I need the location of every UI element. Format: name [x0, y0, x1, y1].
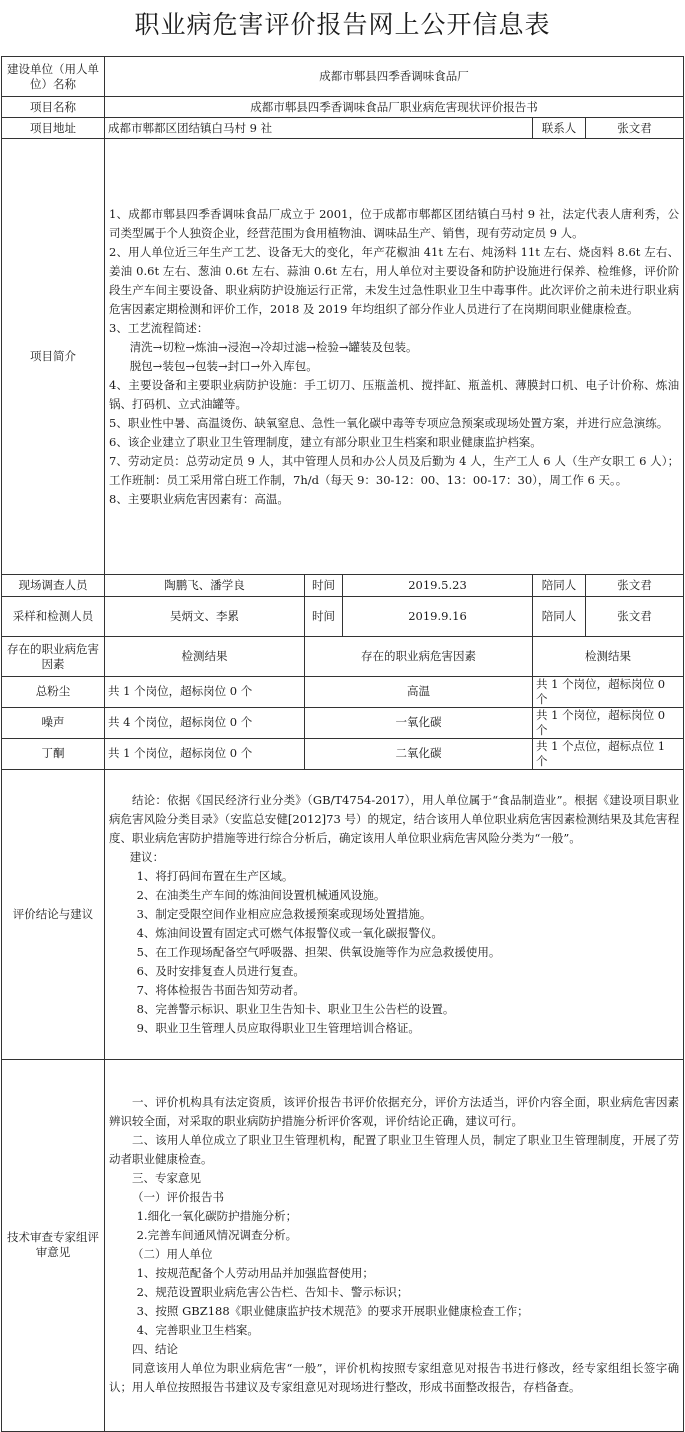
suggestion-heading: 建议： [129, 849, 165, 864]
conclusion-text [105, 769, 684, 1059]
intro-paragraph: 7、劳动定员：总劳动定员 9 人，其中管理人员和办公人员及后勤为 4 人，生产工人 6 人（生产女职工 6 人）；工作班制：员工采用常白班工作制，7h/d（每天 9：30-12：00、13：00-17：30），周工作 6 天。。 [109, 453, 680, 487]
suggestion-item: 1、将打码间布置在生产区域。 [136, 868, 294, 883]
info-table [1, 56, 684, 1432]
suggestion-item: 3、制定受限空间作业相应应急救援预案或现场处置措施。 [136, 906, 432, 921]
suggestion-item: 8、完善警示标识、职业卫生告知卡、职业卫生公告栏的设置。 [136, 1001, 455, 1016]
hazard-row [2, 707, 684, 738]
investigator-names: 陶鹏飞、潘学良 [105, 575, 305, 597]
sampling-accompany: 张文君 [586, 597, 684, 637]
project-address: 成都市郫都区团结镇白马村 9 社 [105, 118, 533, 139]
sampler-names: 吴炳文、李累 [105, 597, 305, 637]
hazard-factor: 高温 [305, 677, 533, 708]
label-accompany: 陪同人 [533, 597, 586, 637]
suggestion-item: 5、在工作现场配备空气呼吸器、担架、供氧设施等作为应急救援使用。 [136, 944, 501, 959]
suggestion-item: 6、及时安排复查人员进行复查。 [136, 963, 305, 978]
hazard-factor: 一氧化碳 [305, 707, 533, 738]
label-project-name: 项目名称 [2, 97, 105, 118]
intro-text [105, 139, 684, 575]
review-subheading: （二）用人单位 [132, 1247, 213, 1262]
review-item: 1、按规范配备个人劳动用品并加强监督使用； [136, 1266, 374, 1281]
label-unit: 建设单位（用人单位）名称 [2, 57, 105, 97]
conclusion-paragraph: 结论：依据《国民经济行业分类》（GB/T4754-2017），用人单位属于“食品制造业”。根据《建设项目职业病危害风险分类目录》（安监总安健[2012]73 号）的规定，结合该用人单位职业病危害因素检测结果及其危害程度、职业病危害防护措施等进行综合分析后，确定该用人单位职业病危害风险分类为“一般”。 [109, 792, 680, 845]
hazard-result: 共 1 个点位，超标点位 1 个 [533, 738, 684, 769]
investigation-date: 2019.5.23 [343, 575, 533, 597]
review-item: 4、完善职业卫生档案。 [136, 1323, 259, 1338]
contact-name: 张文君 [586, 118, 684, 139]
hazard-row [2, 677, 684, 708]
hazard-result: 共 1 个岗位，超标岗位 0 个 [105, 738, 305, 769]
label-investigators: 现场调查人员 [2, 575, 105, 597]
review-item: 3、按照 GBZ188《职业健康监护技术规范》的要求开展职业健康检查工作； [136, 1304, 529, 1319]
label-result-2: 检测结果 [533, 637, 684, 677]
hazard-result: 共 1 个岗位，超标岗位 0 个 [105, 677, 305, 708]
row-intro [2, 139, 684, 575]
review-subheading: （一）评价报告书 [132, 1190, 224, 1205]
hazard-result: 共 1 个岗位，超标岗位 0 个 [533, 677, 684, 708]
hazard-factor: 噪声 [2, 707, 105, 738]
label-accompany: 陪同人 [533, 575, 586, 597]
review-paragraph: 二、该用人单位成立了职业卫生管理机构，配置了职业卫生管理人员，制定了职业卫生管理制度，开展了劳动者职业健康检查。 [109, 1133, 680, 1167]
row-unit [2, 57, 684, 97]
hazard-row [2, 738, 684, 769]
label-intro: 项目简介 [2, 139, 105, 575]
row-sampling [2, 597, 684, 637]
intro-paragraph: 4、主要设备和主要职业病防护设施：手工切刀、压瓶盖机、搅拌缸、瓶盖机、薄膜封口机、电子计价称、炼油锅、打码机、立式油罐等。 [109, 377, 680, 411]
investigation-accompany: 张文君 [586, 575, 684, 597]
review-paragraph: 同意该用人单位为职业病危害“一般”，评价机构按照专家组意见对报告书进行修改，经专家组组长签字确认；用人单位按照报告书建议及专家组意见对现场进行整改，形成书面整改报告，存档备查。 [109, 1361, 680, 1395]
suggestion-item: 7、将体检报告书面告知劳动者。 [136, 982, 305, 997]
hazard-factor: 丁酮 [2, 738, 105, 769]
review-item: 2.完善车间通风情况调查分析。 [136, 1228, 298, 1243]
review-heading: 三、专家意见 [132, 1171, 201, 1186]
intro-paragraph: 5、职业性中暑、高温烫伤、缺氧窒息、急性一氧化碳中毒等专项应急预案或现场处置方案，并进行应急演练。 [109, 415, 669, 430]
label-time: 时间 [305, 597, 343, 637]
review-heading: 四、结论 [132, 1342, 178, 1357]
project-name: 成都市郫县四季香调味食品厂职业病危害现状评价报告书 [105, 97, 684, 118]
label-review: 技术审查专家组评审意见 [2, 1059, 105, 1431]
review-item: 1.细化一氧化碳防护措施分析； [136, 1209, 298, 1224]
process-flow-line: 脱包→装包→包装→封口→外入库包。 [129, 358, 318, 373]
intro-paragraph: 3、工艺流程简述： [109, 320, 209, 335]
intro-paragraph: 6、该企业建立了职业卫生管理制度，建立有部分职业卫生档案和职业健康监护档案。 [109, 434, 542, 449]
label-contact: 联系人 [533, 118, 586, 139]
hazard-factor: 总粉尘 [2, 677, 105, 708]
review-paragraph: 一、评价机构具有法定资质，该评价报告书评价依据充分，评价方法适当，评价内容全面，职业病危害因素辨识较全面，对采取的职业病防护措施分析评价客观，评价结论正确，建议可行。 [109, 1095, 680, 1129]
suggestion-item: 4、炼油间设置有固定式可燃气体报警仪或一氧化碳报警仪。 [136, 925, 443, 940]
hazard-result: 共 4 个岗位，超标岗位 0 个 [105, 707, 305, 738]
label-time: 时间 [305, 575, 343, 597]
sampling-date: 2019.9.16 [343, 597, 533, 637]
label-address: 项目地址 [2, 118, 105, 139]
hazard-result: 共 1 个岗位，超标岗位 0 个 [533, 707, 684, 738]
row-conclusion [2, 769, 684, 1059]
process-flow-line: 清洗→切粒→炼油→浸泡→冷却过滤→检验→罐装及包装。 [129, 339, 418, 354]
row-project-name [2, 97, 684, 118]
row-investigation [2, 575, 684, 597]
label-result: 检测结果 [105, 637, 305, 677]
intro-paragraph: 2、用人单位近三年生产工艺、设备无大的变化，年产花椒油 41t 左右、炖汤料 11t 左右、烧卤料 8.6t 左右、姜油 0.6t 左右、葱油 0.6t 左右、蒜油 0.6t 左右，用人单位对主要设备和防护设施进行保养、检维修，评价阶段生产车间主要设备、职业病防护设施运行正常，未发生过急性职业卫生中毒事件。此次评价之前未进行职业病危害因素定期检测和评价工作，2018 及 2019 年均组织了部分作业人员进行了在岗期间职业健康检查。 [109, 244, 680, 316]
label-samplers: 采样和检测人员 [2, 597, 105, 637]
review-text [105, 1059, 684, 1431]
row-review [2, 1059, 684, 1431]
row-address [2, 118, 684, 139]
label-hazard-factor: 存在的职业病危害因素 [2, 637, 105, 677]
suggestion-item: 9、职业卫生管理人员应取得职业卫生管理培训合格证。 [136, 1020, 420, 1035]
unit-name: 成都市郫县四季香调味食品厂 [105, 57, 684, 97]
suggestion-item: 2、在油类生产车间的炼油间设置机械通风设施。 [136, 887, 386, 902]
label-hazard-factor-2: 存在的职业病危害因素 [305, 637, 533, 677]
intro-paragraph: 8、主要职业病危害因素有：高温。 [109, 491, 289, 506]
review-item: 2、规范设置职业病危害公告栏、告知卡、警示标识； [136, 1285, 409, 1300]
document-title: 职业病危害评价报告网上公开信息表 [134, 10, 551, 39]
hazard-factor: 二氧化碳 [305, 738, 533, 769]
intro-paragraph: 1、成都市郫县四季香调味食品厂成立于 2001，位于成都市郫都区团结镇白马村 9 社，法定代表人唐利秀，公司类型属于个人独资企业，经营范围为食用植物油、调味品生产、销售，现有劳动定员 9 人。 [109, 206, 680, 240]
row-hazard-header [2, 637, 684, 677]
label-conclusion: 评价结论与建议 [2, 769, 105, 1059]
